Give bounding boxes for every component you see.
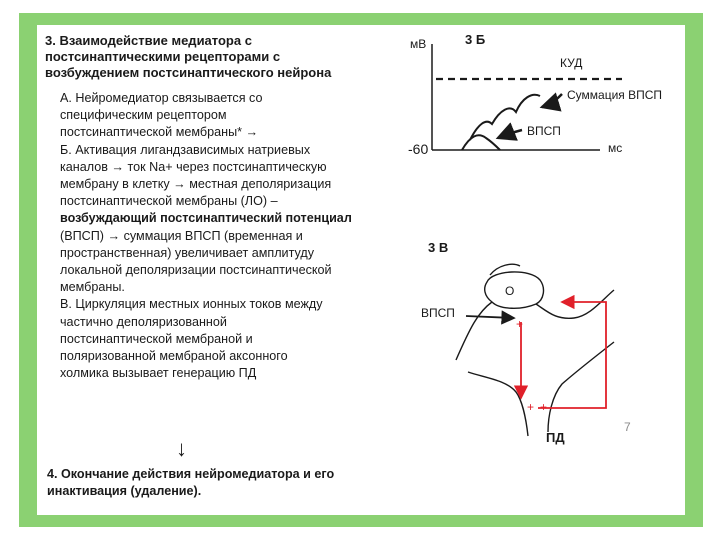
body-line: локальной деполяризации постсинаптической — [60, 263, 332, 278]
summation-label: Суммация ВПСП — [567, 88, 663, 102]
body-line: В. Циркуляция местных ионных токов между — [60, 297, 323, 312]
membrane-right — [536, 290, 614, 318]
dendrite-top-left — [490, 264, 520, 275]
action-potential-label: ПД — [546, 430, 565, 445]
y-value-label: -60 — [408, 141, 429, 157]
diagram-epsp-label: ВПСП — [421, 306, 455, 320]
summation-pointer — [542, 94, 562, 107]
body-line: мембрану в клетку → местная деполяризация — [60, 177, 332, 192]
membrane-lower-right — [548, 342, 614, 432]
epsp-curve — [462, 135, 500, 150]
body-line: А. Нейромедиатор связывается со — [60, 91, 263, 105]
body-line: специфическим рецептором — [60, 108, 227, 123]
down-arrow-icon: ↓ — [176, 436, 187, 461]
heading-line: постсинаптическими рецепторами с — [45, 49, 281, 64]
epsp-pointer — [498, 130, 522, 138]
body-line: частично деполяризованной — [60, 314, 227, 329]
body-line: пространственная) увеличивает амплитуду — [60, 245, 315, 260]
body-line: постсинаптической мембраной и — [60, 331, 253, 346]
y-unit-label: мВ — [410, 37, 427, 51]
body-line: холмика вызывает генерацию ПД — [60, 366, 257, 381]
body-line: Б. Активация лигандзависимых натриевых — [60, 142, 311, 157]
plus-sign: + — [527, 400, 535, 414]
body-line: поляризованной мембраной аксонного — [60, 349, 288, 364]
epsp-arrow — [466, 316, 514, 318]
membrane-lower-left — [468, 372, 528, 436]
body-line: постсинаптической мембраны (ЛО) – — [60, 194, 278, 209]
body-line: каналов → ток Na+ через постсинаптическую — [60, 159, 327, 174]
footer-line: 4. Окончание действия нейромедиатора и его — [47, 467, 335, 481]
epsp-label: ВПСП — [527, 124, 561, 138]
heading-line: возбуждением постсинаптического нейрона — [45, 65, 332, 80]
plus-sign: + — [540, 400, 548, 414]
neuron-diagram — [456, 264, 614, 436]
membrane-left — [456, 302, 492, 360]
body-line: (ВПСП) → суммация ВПСП (временная и — [60, 228, 303, 243]
footer-line: инактивация (удаление). — [47, 484, 202, 498]
body-line-bold: возбуждающий постсинаптический потенциал — [60, 211, 352, 226]
page-number: 7 — [624, 420, 631, 434]
x-unit-label: мс — [608, 141, 623, 155]
plus-sign: + — [516, 317, 524, 331]
panel-label-3v: 3 В — [428, 240, 449, 255]
body-line: мембраны. — [60, 280, 125, 295]
soma-label: О — [505, 284, 515, 298]
threshold-label: КУД — [560, 56, 583, 70]
panel-label-3b: 3 Б — [465, 32, 486, 47]
body-line: постсинаптической мембраны* → — [60, 125, 259, 140]
heading-line: 3. Взаимодействие медиатора с — [45, 33, 252, 48]
